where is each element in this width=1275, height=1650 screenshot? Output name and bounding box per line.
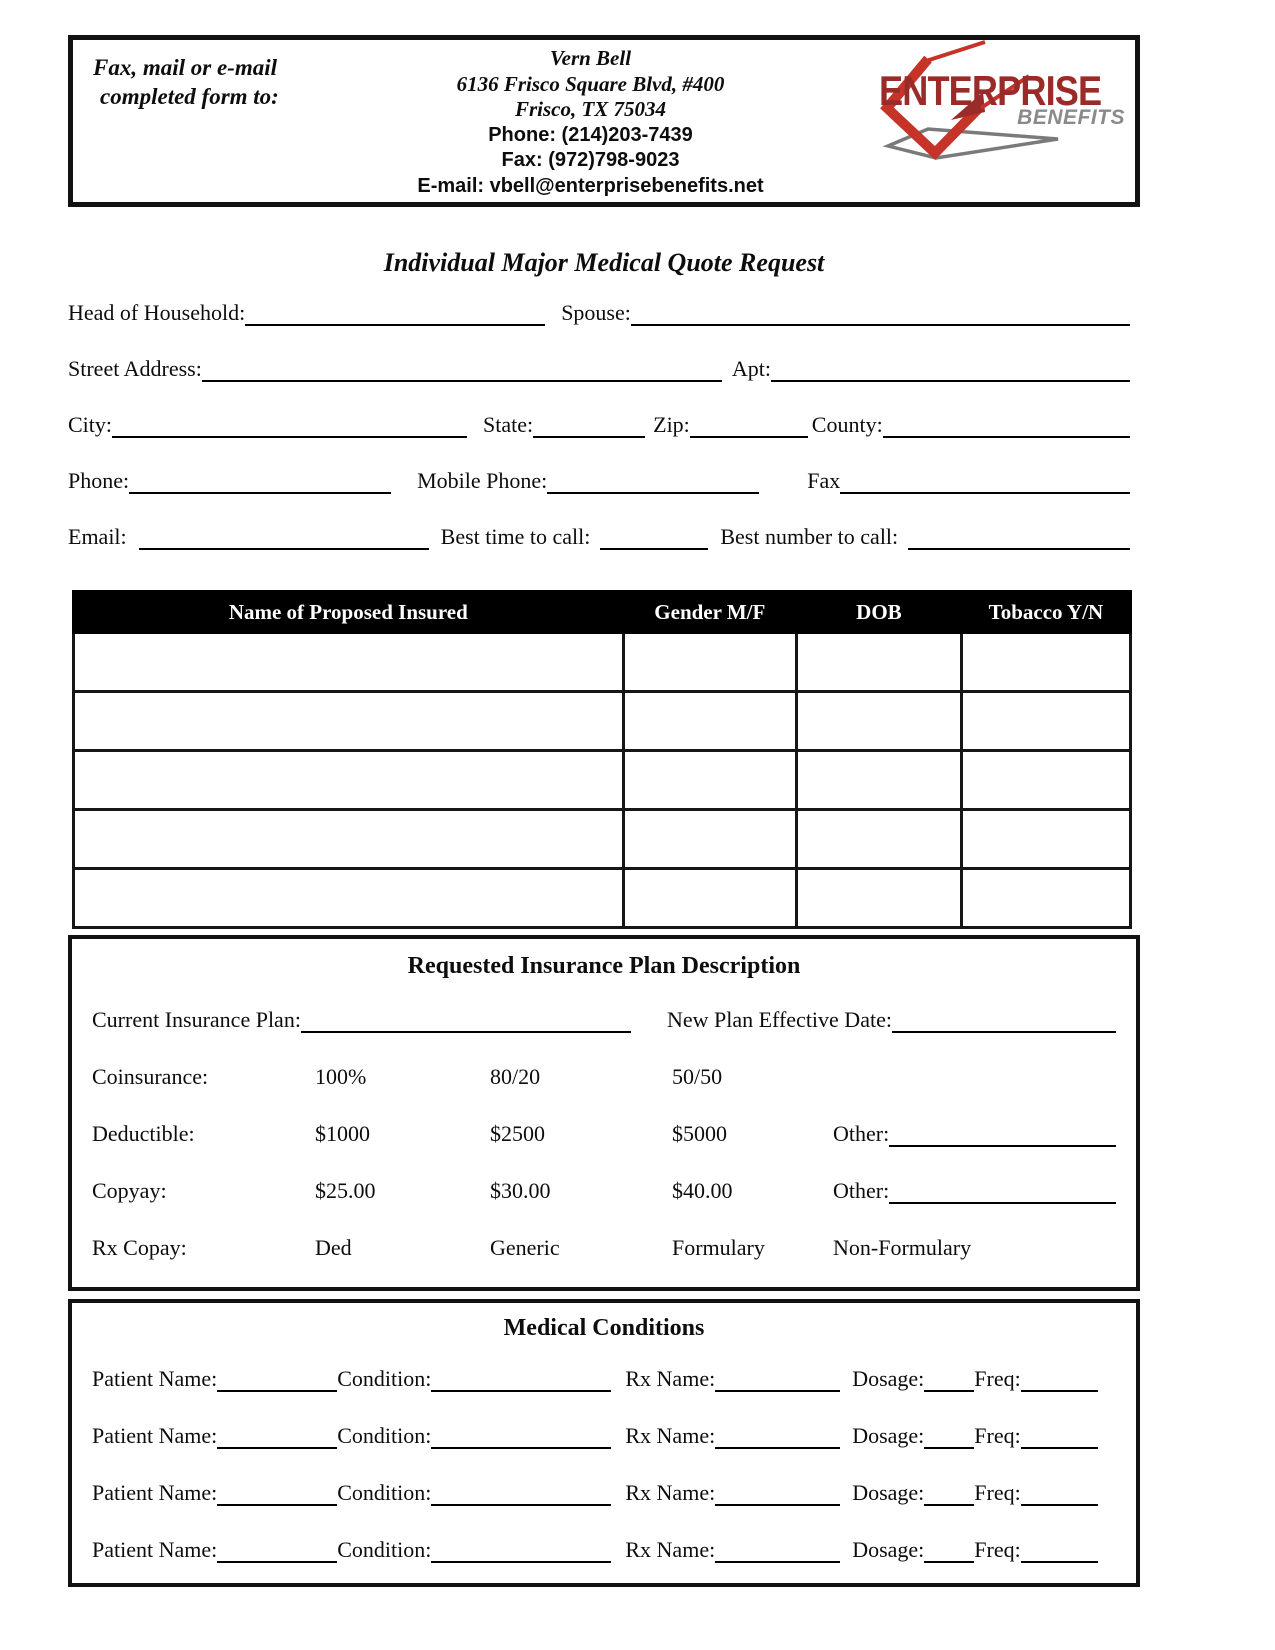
- header-box: [68, 35, 1140, 207]
- plan-row-rx-copay: [92, 1235, 1116, 1261]
- contact-email: E-mail: vbell@enterprisebenefits.net: [417, 174, 764, 197]
- current-plan-field[interactable]: [301, 1009, 631, 1033]
- contact-fax: Fax: (972)798-9023: [501, 149, 680, 171]
- patient-name-field[interactable]: [217, 1539, 337, 1563]
- rx-name-label: Rx Name:: [625, 1537, 716, 1562]
- city-field[interactable]: [112, 414, 467, 438]
- condition-row: [92, 1423, 1116, 1449]
- dosage-field[interactable]: [924, 1425, 974, 1449]
- col-header-tobacco: Tobacco Y/N: [961, 592, 1130, 633]
- patient-name-field[interactable]: [217, 1425, 337, 1449]
- phone-label: Phone:: [68, 468, 130, 493]
- insured-gender-cell[interactable]: [623, 810, 796, 869]
- contact-block: [348, 40, 833, 202]
- freq-field[interactable]: [1021, 1482, 1098, 1506]
- head-of-household-label: Head of Household:: [68, 300, 246, 325]
- insured-tobacco-cell[interactable]: [961, 692, 1130, 751]
- insured-row: [74, 633, 1131, 692]
- mobile-phone-field[interactable]: [547, 470, 759, 494]
- condition-label: Condition:: [337, 1537, 432, 1562]
- patient-name-label: Patient Name:: [92, 1480, 218, 1505]
- condition-field[interactable]: [431, 1368, 611, 1392]
- contact-fields: [68, 300, 1130, 550]
- insured-table: [72, 590, 1132, 929]
- rx-copay-option-1[interactable]: Ded: [315, 1235, 352, 1260]
- contact-address2: Frisco, TX 75034: [514, 97, 667, 121]
- logo-brand-text: ENTERPRISE: [879, 67, 1102, 114]
- condition-field[interactable]: [431, 1482, 611, 1506]
- coinsurance-option-2[interactable]: 80/20: [490, 1064, 541, 1089]
- rx-name-field[interactable]: [715, 1539, 840, 1563]
- deductible-label: Deductible:: [92, 1121, 195, 1146]
- insured-tobacco-cell[interactable]: [961, 633, 1130, 692]
- apt-field[interactable]: [771, 358, 1130, 382]
- page-title: Individual Major Medical Quote Request: [383, 248, 825, 277]
- plan-row-deductible: [92, 1121, 1116, 1147]
- mobile-phone-label: Mobile Phone:: [417, 468, 548, 493]
- copay-option-1[interactable]: $25.00: [315, 1178, 376, 1203]
- insured-row: [74, 692, 1131, 751]
- apt-label: Apt:: [731, 356, 771, 381]
- zip-label: Zip:: [653, 412, 690, 437]
- new-plan-date-field[interactable]: [892, 1009, 1116, 1033]
- insured-gender-cell[interactable]: [623, 751, 796, 810]
- deductible-other-label: Other:: [833, 1121, 890, 1146]
- insured-dob-cell[interactable]: [796, 633, 961, 692]
- insured-dob-cell[interactable]: [796, 692, 961, 751]
- plan-row-copay: [92, 1178, 1116, 1204]
- freq-label: Freq:: [974, 1366, 1021, 1391]
- freq-field[interactable]: [1021, 1425, 1098, 1449]
- dosage-label: Dosage:: [852, 1423, 925, 1448]
- condition-row: [92, 1537, 1116, 1563]
- dosage-field[interactable]: [924, 1482, 974, 1506]
- col-header-dob: DOB: [796, 592, 961, 633]
- insured-dob-cell[interactable]: [796, 751, 961, 810]
- zip-field[interactable]: [690, 414, 808, 438]
- freq-label: Freq:: [974, 1537, 1021, 1562]
- patient-name-label: Patient Name:: [92, 1366, 218, 1391]
- company-logo: [833, 40, 1135, 202]
- field-row-city: [68, 412, 1130, 438]
- street-address-label: Street Address:: [68, 356, 202, 381]
- condition-label: Condition:: [337, 1366, 432, 1391]
- condition-label: Condition:: [337, 1480, 432, 1505]
- phone-field[interactable]: [129, 470, 391, 494]
- insured-name-cell[interactable]: [74, 633, 624, 692]
- insured-tobacco-cell[interactable]: [961, 810, 1130, 869]
- insured-name-cell[interactable]: [74, 692, 624, 751]
- city-label: City:: [68, 412, 113, 437]
- new-plan-date-label: New Plan Effective Date:: [666, 1007, 892, 1032]
- condition-label: Condition:: [337, 1423, 432, 1448]
- rx-name-field[interactable]: [715, 1482, 840, 1506]
- insured-name-cell[interactable]: [74, 869, 624, 928]
- copay-label: Copyay:: [92, 1178, 167, 1203]
- copay-option-3[interactable]: $40.00: [672, 1178, 733, 1203]
- dosage-label: Dosage:: [852, 1480, 925, 1505]
- medical-conditions-section: [68, 1299, 1140, 1587]
- insurance-plan-section: [68, 935, 1140, 1291]
- dosage-label: Dosage:: [852, 1537, 925, 1562]
- insured-dob-cell[interactable]: [796, 869, 961, 928]
- fax-field[interactable]: [840, 470, 1130, 494]
- deductible-option-3[interactable]: $5000: [672, 1121, 727, 1146]
- street-address-field[interactable]: [202, 358, 722, 382]
- email-field[interactable]: [139, 526, 429, 550]
- contact-address1: 6136 Frisco Square Blvd, #400: [456, 71, 725, 96]
- insured-tobacco-cell[interactable]: [961, 751, 1130, 810]
- current-plan-label: Current Insurance Plan:: [92, 1007, 301, 1032]
- plan-row-current: [92, 1007, 1116, 1033]
- medical-conditions-title: Medical Conditions: [503, 1315, 705, 1341]
- logo-tagline-text: BENEFITS: [1017, 106, 1125, 129]
- rx-copay-option-4[interactable]: Non-Formulary: [833, 1235, 972, 1260]
- plan-row-coinsurance: [92, 1064, 1116, 1090]
- patient-name-field[interactable]: [217, 1482, 337, 1506]
- col-header-gender: Gender M/F: [623, 592, 796, 633]
- field-row-email: [68, 524, 1130, 550]
- email-label: Email:: [68, 524, 127, 549]
- insured-dob-cell[interactable]: [796, 810, 961, 869]
- county-label: County:: [811, 412, 883, 437]
- insured-name-cell[interactable]: [74, 751, 624, 810]
- fax-label: Fax: [807, 468, 841, 493]
- rx-name-label: Rx Name:: [625, 1423, 716, 1448]
- insured-row: [74, 869, 1131, 928]
- insured-gender-cell[interactable]: [623, 633, 796, 692]
- patient-name-label: Patient Name:: [92, 1537, 218, 1562]
- send-instructions: [73, 40, 348, 202]
- col-header-name: Name of Proposed Insured: [74, 592, 624, 633]
- rx-name-field[interactable]: [715, 1425, 840, 1449]
- field-row-phone: [68, 468, 1130, 494]
- contact-phone: Phone: (214)203-7439: [488, 123, 693, 146]
- deductible-option-1[interactable]: $1000: [315, 1121, 370, 1146]
- spouse-label: Spouse:: [561, 300, 631, 325]
- insurance-plan-title: Requested Insurance Plan Description: [407, 953, 801, 979]
- coinsurance-option-3[interactable]: 50/50: [672, 1064, 723, 1089]
- field-row-address: [68, 356, 1130, 382]
- best-time-label: Best time to call:: [440, 524, 591, 549]
- condition-row: [92, 1480, 1116, 1506]
- state-label: State:: [483, 412, 534, 437]
- condition-field[interactable]: [431, 1539, 611, 1563]
- best-time-field[interactable]: [600, 526, 708, 550]
- insured-row: [74, 751, 1131, 810]
- send-instructions-line2: completed form to:: [100, 84, 279, 109]
- insured-gender-cell[interactable]: [623, 692, 796, 751]
- deductible-other-field[interactable]: [889, 1123, 1116, 1147]
- rx-copay-option-2[interactable]: Generic: [490, 1235, 560, 1260]
- county-field[interactable]: [883, 414, 1130, 438]
- coinsurance-option-1[interactable]: 100%: [315, 1064, 367, 1089]
- insured-name-cell[interactable]: [74, 810, 624, 869]
- head-of-household-field[interactable]: [245, 302, 545, 326]
- send-instructions-line1: Fax, mail or e-mail: [93, 55, 277, 80]
- copay-other-field[interactable]: [889, 1180, 1116, 1204]
- insured-gender-cell[interactable]: [623, 869, 796, 928]
- freq-field[interactable]: [1021, 1368, 1098, 1392]
- contact-name: Vern Bell: [549, 46, 632, 70]
- rx-copay-option-3[interactable]: Formulary: [672, 1235, 765, 1260]
- condition-field[interactable]: [431, 1425, 611, 1449]
- field-row-household: [68, 300, 1130, 326]
- patient-name-field[interactable]: [217, 1368, 337, 1392]
- freq-field[interactable]: [1021, 1539, 1098, 1563]
- rx-name-field[interactable]: [715, 1368, 840, 1392]
- state-field[interactable]: [533, 414, 645, 438]
- insured-row: [74, 810, 1131, 869]
- coinsurance-label: Coinsurance:: [92, 1064, 209, 1089]
- freq-label: Freq:: [974, 1423, 1021, 1448]
- rx-name-label: Rx Name:: [625, 1366, 716, 1391]
- condition-row: [92, 1366, 1116, 1392]
- dosage-field[interactable]: [924, 1368, 974, 1392]
- insured-tobacco-cell[interactable]: [961, 869, 1130, 928]
- insured-table-header-row: [74, 592, 1131, 633]
- dosage-field[interactable]: [924, 1539, 974, 1563]
- deductible-option-2[interactable]: $2500: [490, 1121, 545, 1146]
- best-number-field[interactable]: [908, 526, 1130, 550]
- freq-label: Freq:: [974, 1480, 1021, 1505]
- patient-name-label: Patient Name:: [92, 1423, 218, 1448]
- spouse-field[interactable]: [631, 302, 1130, 326]
- copay-other-label: Other:: [833, 1178, 890, 1203]
- copay-option-2[interactable]: $30.00: [490, 1178, 551, 1203]
- best-number-label: Best number to call:: [720, 524, 899, 549]
- rx-copay-label: Rx Copay:: [92, 1235, 187, 1260]
- rx-name-label: Rx Name:: [625, 1480, 716, 1505]
- dosage-label: Dosage:: [852, 1366, 925, 1391]
